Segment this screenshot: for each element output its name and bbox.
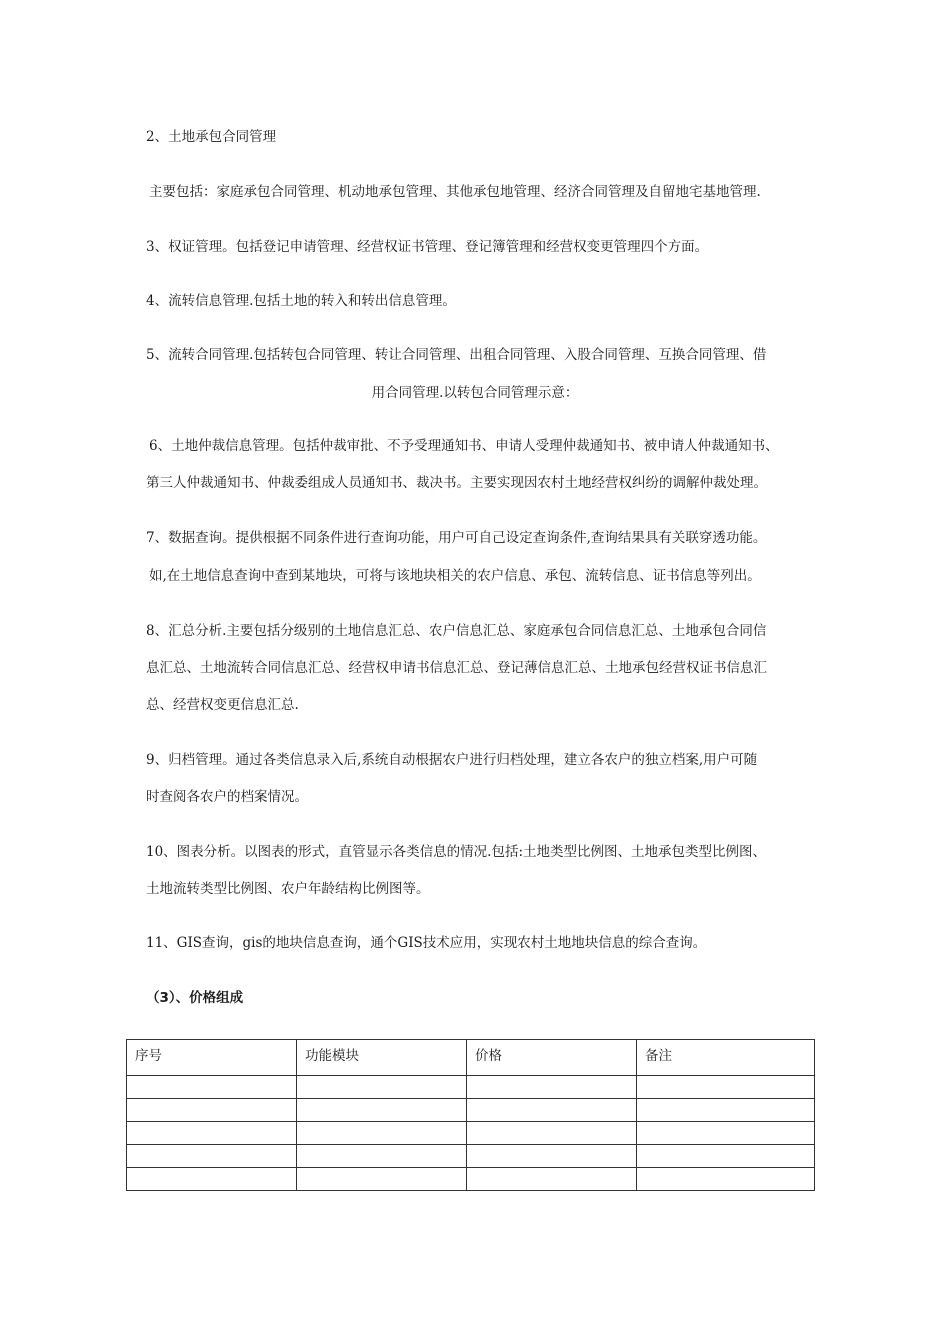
table-cell (637, 1076, 815, 1099)
table-row (127, 1076, 815, 1099)
table-cell (297, 1122, 467, 1145)
item-6-line-2: 第三人仲裁通知书、仲裁委组成人员通知书、裁决书。主要实现因农村土地经营权纠纷的调解仲裁处理。 (146, 475, 767, 491)
item-8-line-1: 8、汇总分析.主要包括分级别的土地信息汇总、农户信息汇总、家庭承包合同信息汇总、土地承包合同信 (146, 623, 767, 639)
table-cell (297, 1168, 467, 1191)
header-module: 功能模块 (297, 1040, 467, 1076)
table-cell (127, 1076, 297, 1099)
item-2-title: 2、土地承包合同管理 (146, 129, 277, 145)
table-cell (467, 1122, 637, 1145)
table-row (127, 1168, 815, 1191)
table-cell (297, 1099, 467, 1122)
table-cell (467, 1099, 637, 1122)
table-cell (127, 1168, 297, 1191)
table-cell (637, 1099, 815, 1122)
item-5-line-1: 5、流转合同管理.包括转包合同管理、转让合同管理、出租合同管理、入股合同管理、互换合同管理、借 (146, 347, 767, 363)
item-10-line-2: 土地流转类型比例图、农户年龄结构比例图等。 (146, 881, 430, 897)
price-table (126, 1039, 815, 1191)
table-cell (637, 1122, 815, 1145)
item-7-line-1: 7、数据查询。提供根据不同条件进行查询功能，用户可自己设定查询条件,查询结果具有关联穿透功能。 (146, 530, 767, 546)
item-9-line-2: 时查阅各农户的档案情况。 (146, 789, 308, 805)
table-cell (467, 1076, 637, 1099)
table-cell (637, 1168, 815, 1191)
table-row (127, 1145, 815, 1168)
header-index: 序号 (127, 1040, 297, 1076)
item-4: 4、流转信息管理.包括土地的转入和转出信息管理。 (146, 293, 456, 309)
item-9-line-1: 9、归档管理。通过各类信息录入后,系统自动根据农户进行归档处理，建立各农户的独立档案,用户可随 (146, 752, 758, 768)
section-heading-price: （3）、价格组成 (146, 990, 244, 1006)
table-header-row (127, 1040, 815, 1076)
table-cell (467, 1145, 637, 1168)
item-6-line-1: 6、土地仲裁信息管理。包括仲裁审批、不予受理通知书、申请人受理仲裁通知书、被申请人仲裁通知书、 (149, 438, 779, 454)
table-cell (127, 1099, 297, 1122)
table-cell (127, 1145, 297, 1168)
table-cell (127, 1122, 297, 1145)
item-2-description: 主要包括：家庭承包合同管理、机动地承包管理、其他承包地管理、经济合同管理及自留地宅基地管理. (149, 184, 761, 200)
item-10-line-1: 10、图表分析。以图表的形式，直管显示各类信息的情况.包括:土地类型比例图、土地承包类型比例图、 (146, 844, 767, 860)
table-cell (297, 1145, 467, 1168)
header-remark: 备注 (637, 1040, 815, 1076)
item-5-line-2: 用合同管理.以转包合同管理示意： (371, 385, 579, 401)
table-cell (467, 1168, 637, 1191)
header-price: 价格 (467, 1040, 637, 1076)
table-cell (297, 1076, 467, 1099)
item-3: 3、权证管理。包括登记申请管理、经营权证书管理、登记簿管理和经营权变更管理四个方面。 (146, 239, 709, 255)
item-8-line-3: 总、经营权变更信息汇总. (146, 697, 299, 713)
table-cell (637, 1145, 815, 1168)
item-7-line-2: 如,在土地信息查询中查到某地块，可将与该地块相关的农户信息、承包、流转信息、证书信息等列出。 (149, 568, 761, 584)
table-row (127, 1122, 815, 1145)
item-8-line-2: 息汇总、土地流转合同信息汇总、经营权申请书信息汇总、登记薄信息汇总、土地承包经营权证书信息汇 (146, 660, 767, 676)
item-11: 11、GIS查询，gis的地块信息查询，通个GIS技术应用，实现农村土地地块信息的综合查询。 (146, 935, 707, 951)
table-row (127, 1099, 815, 1122)
